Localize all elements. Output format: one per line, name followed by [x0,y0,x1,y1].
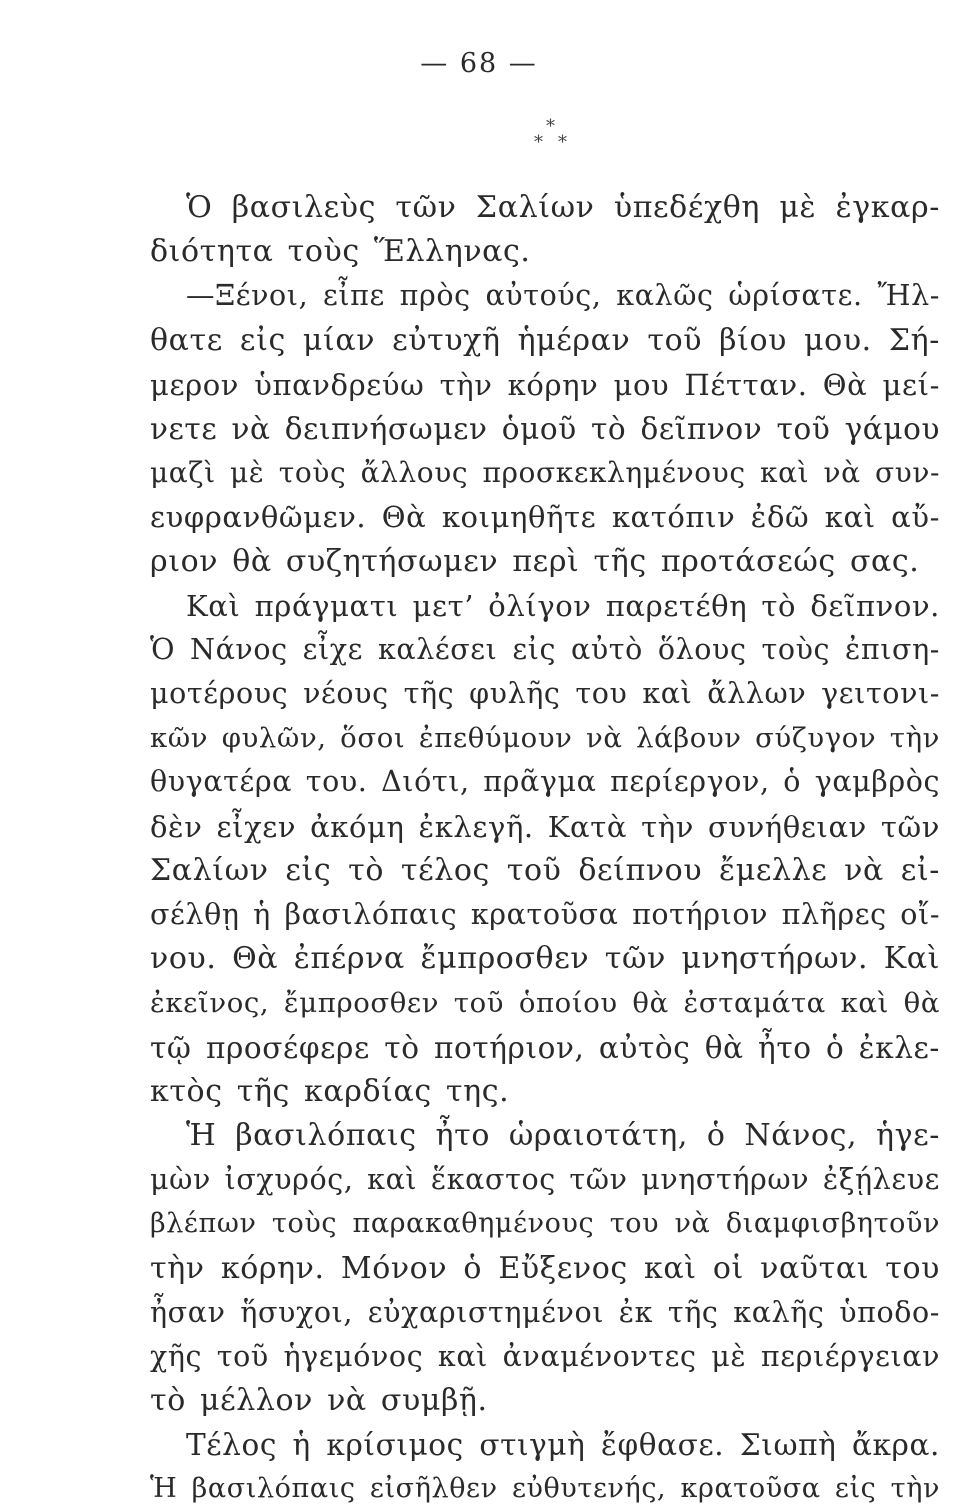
text-line: Ὁ Νάνος εἶχε καλέσει εἰς αὐτὸ ὅλους τοὺς ἐπιση- [150,632,940,666]
text-line: δὲν εἶχεν ἀκόμη ἐκλεγῆ. Κατὰ τὴν συνήθειαν τῶν [150,809,940,844]
text-line: ἦσαν ἥσυχοι, εὐχαριστημένοι ἐκ τῆς καλῆς ὑποδο- [150,1295,940,1329]
page-number: — 68 — [420,48,538,79]
text-line: τὴν κόρην. Μόνον ὁ Εὔξενος καὶ οἱ ναῦται του [150,1250,940,1286]
text-line: τὸ μέλλον νὰ συμβῇ. [150,1383,488,1419]
text-line: μαζὶ μὲ τοὺς ἄλλους προσκεκλημένους καὶ νὰ συν- [150,456,940,490]
text-line: διότητα τοὺς Ἕλληνας. [150,234,531,270]
text-line: ριον θὰ συζητήσωμεν περὶ τῆς προτάσεώς σας. [150,543,920,579]
text-line: Ἡ βασιλόπαις εἰσῆλθεν εὐθυτενής, κρατοῦσα εἰς τὴν [150,1473,940,1505]
text-line: νετε νὰ δειπνήσωμεν ὁμοῦ τὸ δεῖπνον τοῦ γάμου [150,411,940,446]
text-line: σέλθῃ ἡ βασιλόπαις κρατοῦσα ποτήριον πλῆρες οἴ- [150,898,941,931]
separator-star: * [546,116,555,137]
text-line: βλέπων τοὺς παρακαθημένους του νὰ διαμφισβητοῦν [150,1208,940,1240]
text-line: Ὁ βασιλεὺς τῶν Σαλίων ὑπεδέχθη μὲ ἐγκαρ- [186,190,940,225]
text-line: Καὶ πράγματι μετ’ ὀλίγον παρετέθη τὸ δεῖπνον. [186,588,940,623]
text-line: ευφρανθῶμεν. Θὰ κοιμηθῆτε κατόπιν ἐδῶ καὶ αὔ- [150,500,940,535]
text-line: τῷ προσέφερε τὸ ποτήριον, αὐτὸς θὰ ἦτο ὁ ἐκλε- [150,1030,940,1065]
text-line: χῆς τοῦ ἡγεμόνος καὶ ἀναμένοντες μὲ περιέργειαν [150,1339,940,1373]
text-line: νου. Θὰ ἐπέρνα ἔμπροσθεν τῶν μνηστήρων. Καὶ [150,941,940,977]
body-text [150,186,940,1512]
text-line: Ἡ βασιλόπαις ἦτο ὡραιοτάτη, ὁ Νάνος, ἡγε- [186,1117,940,1153]
text-line: μὼν ἰσχυρός, καὶ ἕκαστος τῶν μνηστήρων ἐξῄλευε [150,1163,940,1197]
text-line: κῶν φυλῶν, ὅσοι ἐπεθύμουν νὰ λάβουν σύζυγον τὴν [150,722,940,755]
text-line: θατε εἰς μίαν εὐτυχῆ ἡμέραν τοῦ βίου μου. Σή- [150,322,940,358]
section-separator [529,118,589,158]
text-line: μοτέρους νέους τῆς φυλῆς του καὶ ἄλλων γειτονι- [150,677,940,711]
text-line: μερον ὑπανδρεύω τὴν κόρην μου Πέτταν. Θὰ μεί- [150,367,940,402]
text-line: θυγατέρα του. Διότι, πρᾶγμα περίεργον, ὁ γαμβρὸς [150,765,941,799]
separator-star: * [558,132,567,153]
text-line: —Ξένοι, εἶπε πρὸς αὐτούς, καλῶς ὡρίσατε. Ἤλ- [186,279,940,313]
text-line: ἐκεῖνος, ἔμπροσθεν τοῦ ὁποίου θὰ ἐσταμάτα καὶ θὰ [150,987,940,1020]
text-line: Τέλος ἡ κρίσιμος στιγμὴ ἔφθασε. Σιωπὴ ἄκρα. [186,1428,940,1463]
text-line: κτὸς τῆς καρδίας της. [150,1073,510,1109]
separator-star: * [534,132,543,153]
text-line: Σαλίων εἰς τὸ τέλος τοῦ δείπνου ἔμελλε νὰ εἰ- [150,852,940,888]
